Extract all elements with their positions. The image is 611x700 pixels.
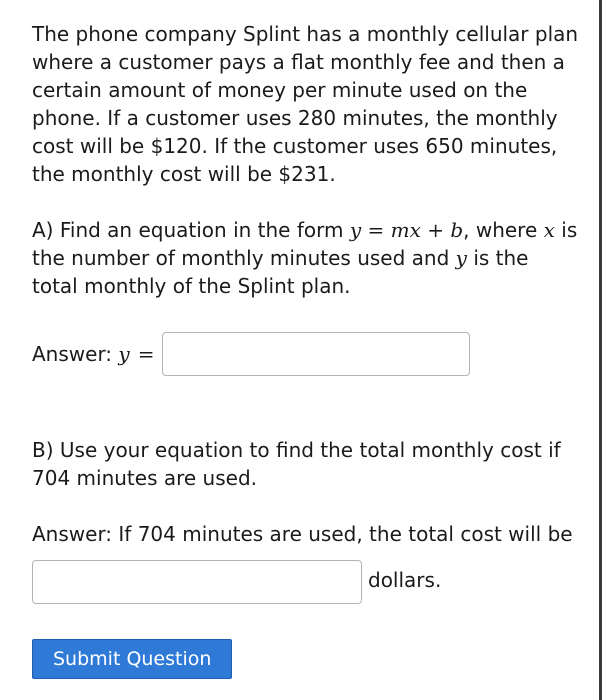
answer-b-input[interactable] — [32, 560, 362, 604]
part-a-prefix: A) Find an equation in the form — [32, 218, 350, 242]
problem-intro: The phone company Splint has a monthly cellular plan where a customer pays a flat monthly fee and then a certain amount of money per minute used on the phone. If a customer uses 280 minutes, the monthly cost will be $120. If the customer uses 650 minutes, the monthly cost will be $231. — [32, 22, 579, 186]
answer-a-row — [32, 330, 580, 378]
submit-question-button[interactable]: Submit Question — [32, 639, 232, 679]
answer-a-variable: y — [118, 342, 130, 366]
variable-x: x — [543, 218, 555, 242]
equation-form: y = mx + b — [349, 218, 464, 242]
answer-a-input[interactable] — [162, 332, 470, 376]
answer-b-unit: dollars. — [368, 568, 442, 592]
answer-a-equals: = — [137, 342, 155, 366]
part-a-prompt — [32, 216, 580, 300]
part-a-middle2: is the number of monthly minutes used and — [32, 218, 578, 270]
part-a-suffix: is the total monthly of the Splint plan. — [32, 246, 529, 298]
question-content — [32, 20, 580, 679]
part-b-prompt: B) Use your equation to find the total monthly cost if 704 minutes are used. — [32, 438, 561, 490]
variable-y: y — [455, 246, 467, 270]
answer-b-label: Answer: If 704 minutes are used, the total cost will be — [32, 522, 573, 546]
part-a-middle: , where — [463, 218, 544, 242]
answer-a-label: Answer: — [32, 342, 119, 366]
answer-b-row — [32, 560, 580, 604]
